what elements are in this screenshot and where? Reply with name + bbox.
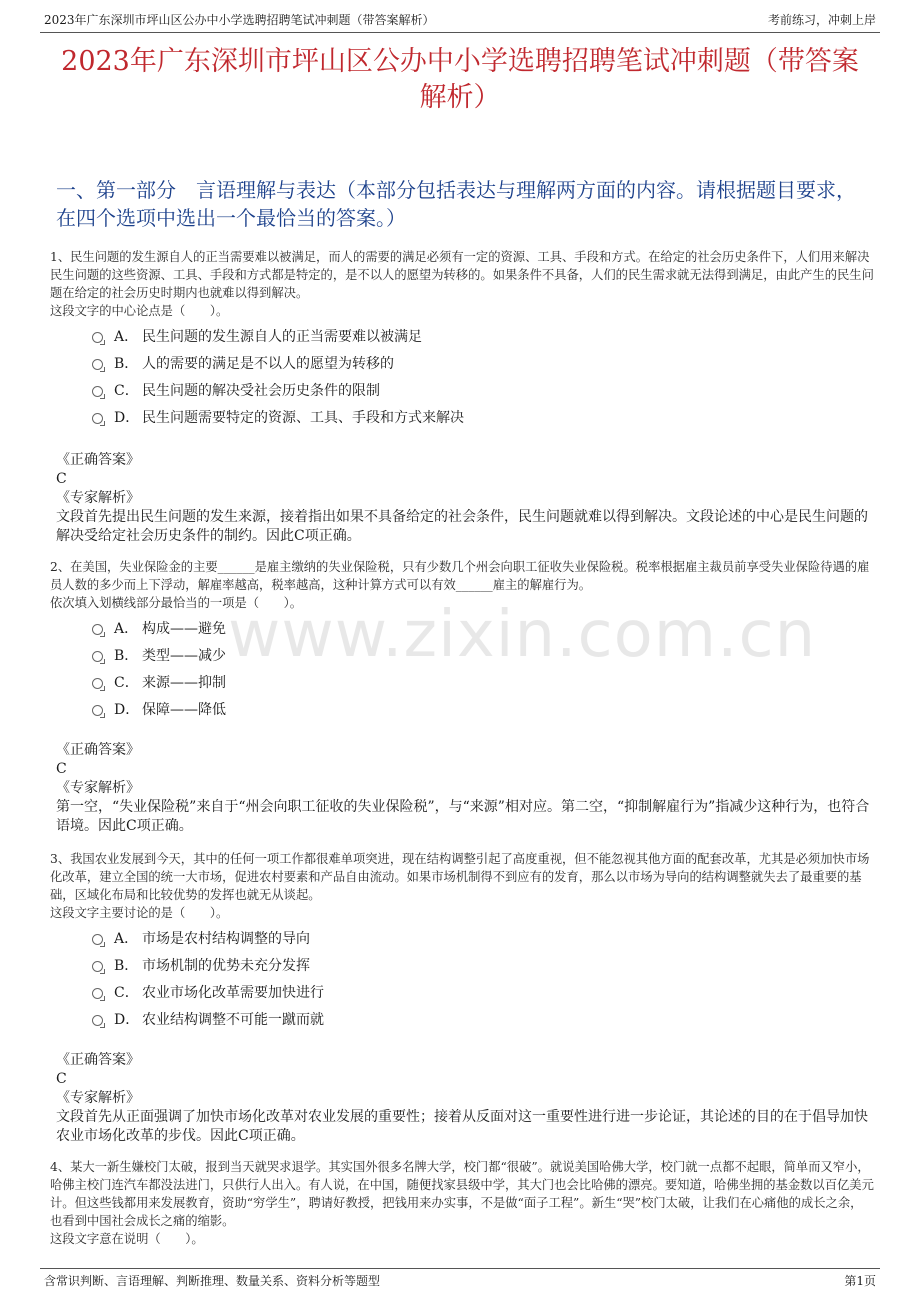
page-footer <box>40 1268 880 1293</box>
radio-icon[interactable] <box>92 651 103 662</box>
option-c[interactable] <box>50 670 874 697</box>
option-letter: D． <box>114 410 140 426</box>
option-b[interactable] <box>50 351 874 378</box>
option-letter: B． <box>114 648 139 664</box>
answer-label: 《正确答案》 <box>56 742 140 758</box>
question-3 <box>50 850 874 1034</box>
question-stem: 4、某大一新生嫌校门太破，报到当天就哭求退学。其实国外很多名牌大学，校门都“很破”。就说美国哈佛大学，校门就一点都不起眼，简单而又窄小，哈佛主校门连汽车都没法进门，只供行人出入。有人说，在中国，随便找家县级中学，其大门也会比哈佛的漂亮。要知道，哈佛坐拥的基金数以百亿美元计。但这些钱都用来发展教育，资助“穷学生”，聘请好教授，把钱用来办实事，不是做“面子工程”。新生“哭”校门太破，让我们在心痛他的成长之余，也看到中国社会成长之痛的缩影。 <box>50 1160 874 1228</box>
option-letter: C． <box>114 383 139 399</box>
option-text: 类型——减少 <box>142 648 226 664</box>
analysis-label: 《专家解析》 <box>56 490 140 506</box>
option-d[interactable] <box>50 1007 874 1034</box>
radio-icon[interactable] <box>92 359 103 370</box>
analysis-text: 文段首先从正面强调了加快市场化改革对农业发展的重要性；接着从反面对这一重要性进行进一步论证，其论述的目的在于倡导加快农业市场化改革的步伐。因此C项正确。 <box>56 1109 868 1144</box>
answer-value: C <box>56 471 67 487</box>
option-text: 民生问题的解决受社会历史条件的限制 <box>142 383 380 399</box>
option-c[interactable] <box>50 980 874 1007</box>
option-letter: A． <box>114 931 139 947</box>
option-list <box>50 324 874 432</box>
option-letter: B． <box>114 356 139 372</box>
question-1 <box>50 248 874 432</box>
option-d[interactable] <box>50 697 874 724</box>
question-prompt: 这段文字的中心论点是（ ）。 <box>50 304 229 318</box>
radio-icon[interactable] <box>92 413 103 424</box>
analysis-text: 第一空，“失业保险税”来自于“州会向职工征收的失业保险税”，与“来源”相对应。第二空，“抑制解雇行为”指减少这种行为，也符合语境。因此C项正确。 <box>56 799 870 834</box>
option-a[interactable] <box>50 324 874 351</box>
radio-icon[interactable] <box>92 934 103 945</box>
option-text: 农业市场化改革需要加快进行 <box>142 985 324 1001</box>
answer-block-1 <box>56 451 870 546</box>
option-text: 保障——降低 <box>142 702 226 718</box>
option-letter: A． <box>114 329 139 345</box>
answer-block-3 <box>56 1051 870 1146</box>
option-letter: D． <box>114 1012 140 1028</box>
page-header <box>40 10 880 33</box>
option-letter: B． <box>114 958 139 974</box>
option-b[interactable] <box>50 953 874 980</box>
radio-icon[interactable] <box>92 624 103 635</box>
option-list <box>50 616 874 724</box>
section-heading: 一、第一部分 言语理解与表达（本部分包括表达与理解两方面的内容。请根据题目要求，在四个选项中选出一个最恰当的答案。） <box>56 178 856 230</box>
radio-icon[interactable] <box>92 332 103 343</box>
analysis-label: 《专家解析》 <box>56 780 140 796</box>
option-text: 民生问题需要特定的资源、工具、手段和方式来解决 <box>142 410 464 426</box>
option-text: 民生问题的发生源自人的正当需要难以被满足 <box>142 329 422 345</box>
analysis-label: 《专家解析》 <box>56 1090 140 1106</box>
question-4 <box>50 1158 874 1248</box>
option-text: 人的需要的满足是不以人的愿望为转移的 <box>142 356 394 372</box>
option-text: 农业结构调整不可能一蹴而就 <box>142 1012 324 1028</box>
option-list <box>50 926 874 1034</box>
radio-icon[interactable] <box>92 705 103 716</box>
question-prompt: 这段文字主要讨论的是（ ）。 <box>50 906 229 920</box>
radio-icon[interactable] <box>92 961 103 972</box>
option-letter: D． <box>114 702 140 718</box>
answer-value: C <box>56 761 67 777</box>
radio-icon[interactable] <box>92 386 103 397</box>
radio-icon[interactable] <box>92 678 103 689</box>
option-b[interactable] <box>50 643 874 670</box>
footer-topics: 含常识判断、言语理解、判断推理、数量关系、资料分析等题型 <box>44 1274 381 1288</box>
answer-label: 《正确答案》 <box>56 452 140 468</box>
answer-label: 《正确答案》 <box>56 1052 140 1068</box>
option-letter: A． <box>114 621 139 637</box>
radio-icon[interactable] <box>92 1015 103 1026</box>
radio-icon[interactable] <box>92 988 103 999</box>
header-slogan: 考前练习，冲刺上岸 <box>767 13 876 27</box>
document-title: 2023年广东深圳市坪山区公办中小学选聘招聘笔试冲刺题（带答案解析） <box>61 46 859 113</box>
watermark: www.zixin.com.cn <box>228 598 817 672</box>
question-2 <box>50 558 874 724</box>
option-letter: C． <box>114 985 139 1001</box>
option-text: 构成——避免 <box>142 621 226 637</box>
option-d[interactable] <box>50 405 874 432</box>
question-prompt: 依次填入划横线部分最恰当的一项是（ ）。 <box>50 596 303 610</box>
option-letter: C． <box>114 675 139 691</box>
option-text: 市场是农村结构调整的导向 <box>142 931 310 947</box>
question-stem: 3、我国农业发展到今天，其中的任何一项工作都很难单项突进，现在结构调整引起了高度重视，但不能忽视其他方面的配套改革，尤其是必须加快市场化改革，建立全国的统一大市场，促进农村要素和产品自由流动。如果市场机制得不到应有的发育，那么以市场为导向的结构调整就失去了最重要的基础，区域化布局和比较优势的发挥也就无从谈起。 <box>50 852 870 902</box>
page-number: 第1页 <box>844 1274 876 1288</box>
option-c[interactable] <box>50 378 874 405</box>
option-text: 市场机制的优势未充分发挥 <box>142 958 310 974</box>
answer-value: C <box>56 1071 67 1087</box>
question-prompt: 这段文字意在说明（ ）。 <box>50 1232 204 1246</box>
answer-block-2 <box>56 741 870 836</box>
option-a[interactable] <box>50 616 874 643</box>
question-stem: 2、在美国，失业保险金的主要______是雇主缴纳的失业保险税，只有少数几个州会向职工征收失业保险税。税率根据雇主裁员前享受失业保险待遇的雇员人数的多少而上下浮动，解雇率越高，税率越高，这种计算方式可以有效______雇主的解雇行为。 <box>50 560 870 592</box>
question-stem: 1、民生问题的发生源自人的正当需要难以被满足，而人的需要的满足必须有一定的资源、工具、手段和方式。在给定的社会历史条件下，人们用来解决民生问题的这些资源、工具、手段和方式都是特定的，是不以人的愿望为转移的。如果条件不具备，人们的民生需求就无法得到满足，由此产生的民生问题在给定的社会历史时期内也就难以得到解决。 <box>50 250 874 300</box>
option-text: 来源——抑制 <box>142 675 226 691</box>
header-doc-title: 2023年广东深圳市坪山区公办中小学选聘招聘笔试冲刺题（带答案解析） <box>44 13 435 27</box>
option-a[interactable] <box>50 926 874 953</box>
analysis-text: 文段首先提出民生问题的发生来源，接着指出如果不具备给定的社会条件，民生问题就难以得到解决。文段论述的中心是民生问题的解决受给定社会历史条件的制约。因此C项正确。 <box>56 509 868 544</box>
